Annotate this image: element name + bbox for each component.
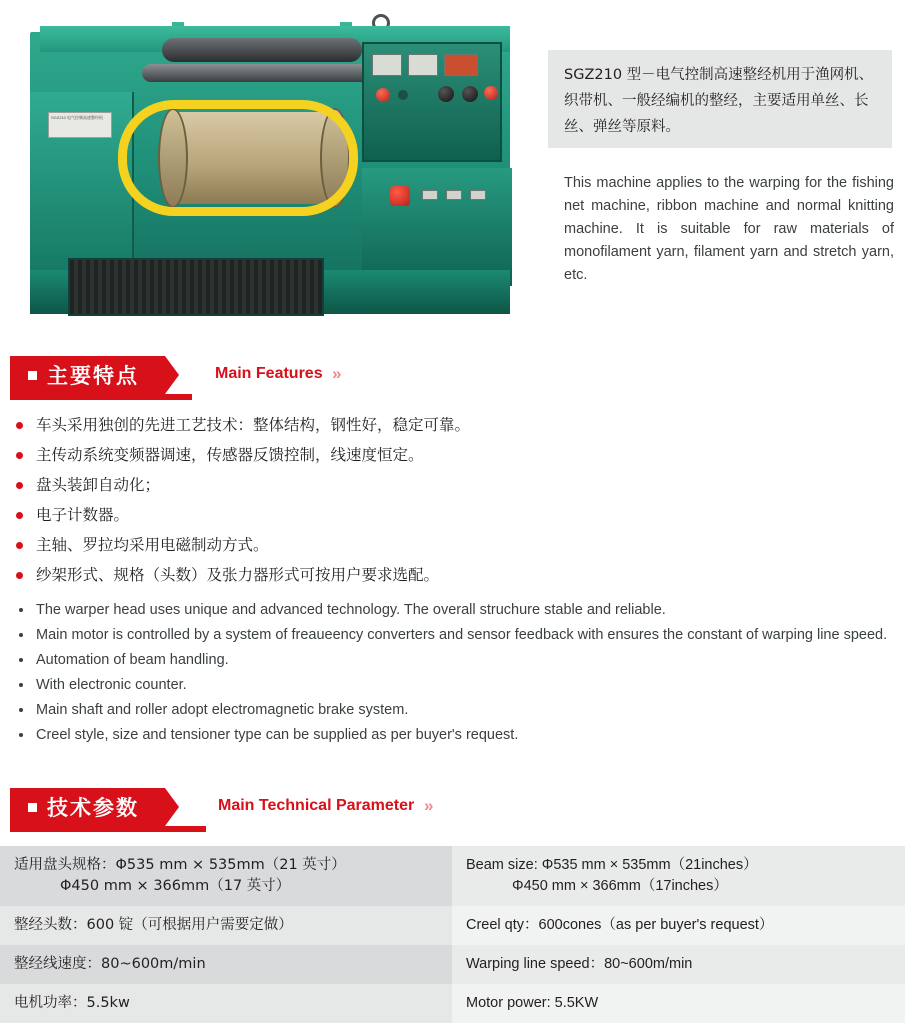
param-en-cell: Motor power: 5.5KW <box>452 984 905 1023</box>
machine-nameplate <box>48 112 112 138</box>
machine-roller-lower <box>142 64 372 82</box>
table-row <box>0 984 905 1023</box>
list-item: Creel style, size and tensioner type can be supplied as per buyer's request. <box>0 725 905 746</box>
features-title-cn: 主要特点 <box>47 364 139 388</box>
list-item: Main motor is controlled by a system of freaueency converters and sensor feedback with ensures the constant of warping line speed. <box>0 625 905 646</box>
machine-indicator-3 <box>470 190 486 200</box>
features-chevron-icon: » <box>332 364 340 383</box>
description-cn-box <box>548 50 892 148</box>
features-title-en: Main Features <box>215 365 323 382</box>
description-en-text: This machine applies to the warping for the fishing net machine, ribbon machine and normal knitting machine. It is suitable for raw materials of monofilament yarn, filament yarn and stretch yarn, etc. <box>564 175 894 283</box>
machine-indicator-1 <box>422 190 438 200</box>
panel-display <box>444 54 478 76</box>
params-header <box>0 788 905 832</box>
features-title-cn-tag <box>10 356 165 394</box>
features-title-underline <box>10 394 192 400</box>
params-table <box>0 846 905 1023</box>
features-header <box>0 356 905 400</box>
param-cn-cell: 整经线速度：80~600m/min <box>0 945 452 984</box>
list-item: Main shaft and roller adopt electromagnetic brake system. <box>0 700 905 721</box>
param-cn-line2: Φ450 mm × 366mm（17 英寸） <box>60 878 291 894</box>
param-en-cell: Warping line speed：80~600m/min <box>452 945 905 984</box>
machine-indicator-2 <box>446 190 462 200</box>
machine-nameplate-text: SGZ210 电气控制高速整经机 <box>51 115 104 120</box>
param-cn-cell <box>0 846 452 906</box>
machine-photo <box>22 8 534 324</box>
list-item: The warper head uses unique and advanced technology. The overall struchure stable and reliable. <box>0 600 905 621</box>
list-item: 盘头装卸自动化； <box>0 474 905 496</box>
param-en-cell: Creel qty：600cones（as per buyer's request） <box>452 906 905 945</box>
panel-knob-2 <box>462 86 478 102</box>
square-bullet-icon <box>28 803 37 812</box>
list-item: Automation of beam handling. <box>0 650 905 671</box>
machine-roller-upper <box>162 38 362 62</box>
param-cn-line1: 适用盘头规格：Φ535 mm × 535mm（21 英寸） <box>14 857 346 873</box>
params-title-en: Main Technical Parameter <box>218 797 415 814</box>
features-list-en <box>0 600 905 746</box>
params-title-cn: 技术参数 <box>47 796 139 820</box>
machine-emergency-switch <box>390 186 410 206</box>
list-item: 主轴、罗拉均采用电磁制动方式。 <box>0 534 905 556</box>
table-row <box>0 906 905 945</box>
list-item: 电子计数器。 <box>0 504 905 526</box>
params-title-cn-tag <box>10 788 165 826</box>
table-row <box>0 945 905 984</box>
machine-right-lower-cabinet <box>362 168 512 286</box>
param-en-cell <box>452 846 905 906</box>
param-en-line2: Φ450 mm × 366mm（17inches） <box>512 878 728 894</box>
param-en-line1: Beam size: Φ535 mm × 535mm（21inches） <box>466 857 758 873</box>
param-cn-cell: 整经头数：600 锭（可根据用户需要定做） <box>0 906 452 945</box>
params-title-underline <box>10 826 206 832</box>
panel-button-stop <box>484 86 498 100</box>
panel-led-green <box>398 90 408 100</box>
description-cn-text: SGZ210 型－电气控制高速整经机用于渔网机、织带机、一般经编机的整经，主要适用单丝、长丝、弹丝等原料。 <box>564 67 874 135</box>
machine-yellow-guard <box>118 100 358 216</box>
param-cn-cell: 电机功率：5.5kw <box>0 984 452 1023</box>
features-list-cn <box>0 414 905 586</box>
panel-meter-2 <box>408 54 438 76</box>
panel-knob-1 <box>438 86 454 102</box>
list-item: 主传动系统变频器调速，传感器反馈控制，线速度恒定。 <box>0 444 905 466</box>
table-row <box>0 846 905 906</box>
panel-led-red <box>376 88 390 102</box>
panel-meter-1 <box>372 54 402 76</box>
list-item: 车头采用独创的先进工艺技术：整体结构，钢性好，稳定可靠。 <box>0 414 905 436</box>
machine-floor-mat <box>68 258 324 316</box>
params-chevron-icon: » <box>424 796 432 815</box>
square-bullet-icon <box>28 371 37 380</box>
machine-control-panel <box>362 42 502 162</box>
list-item: 纱架形式、规格（头数）及张力器形式可按用户要求选配。 <box>0 564 905 586</box>
top-section <box>0 0 905 330</box>
list-item: With electronic counter. <box>0 675 905 696</box>
